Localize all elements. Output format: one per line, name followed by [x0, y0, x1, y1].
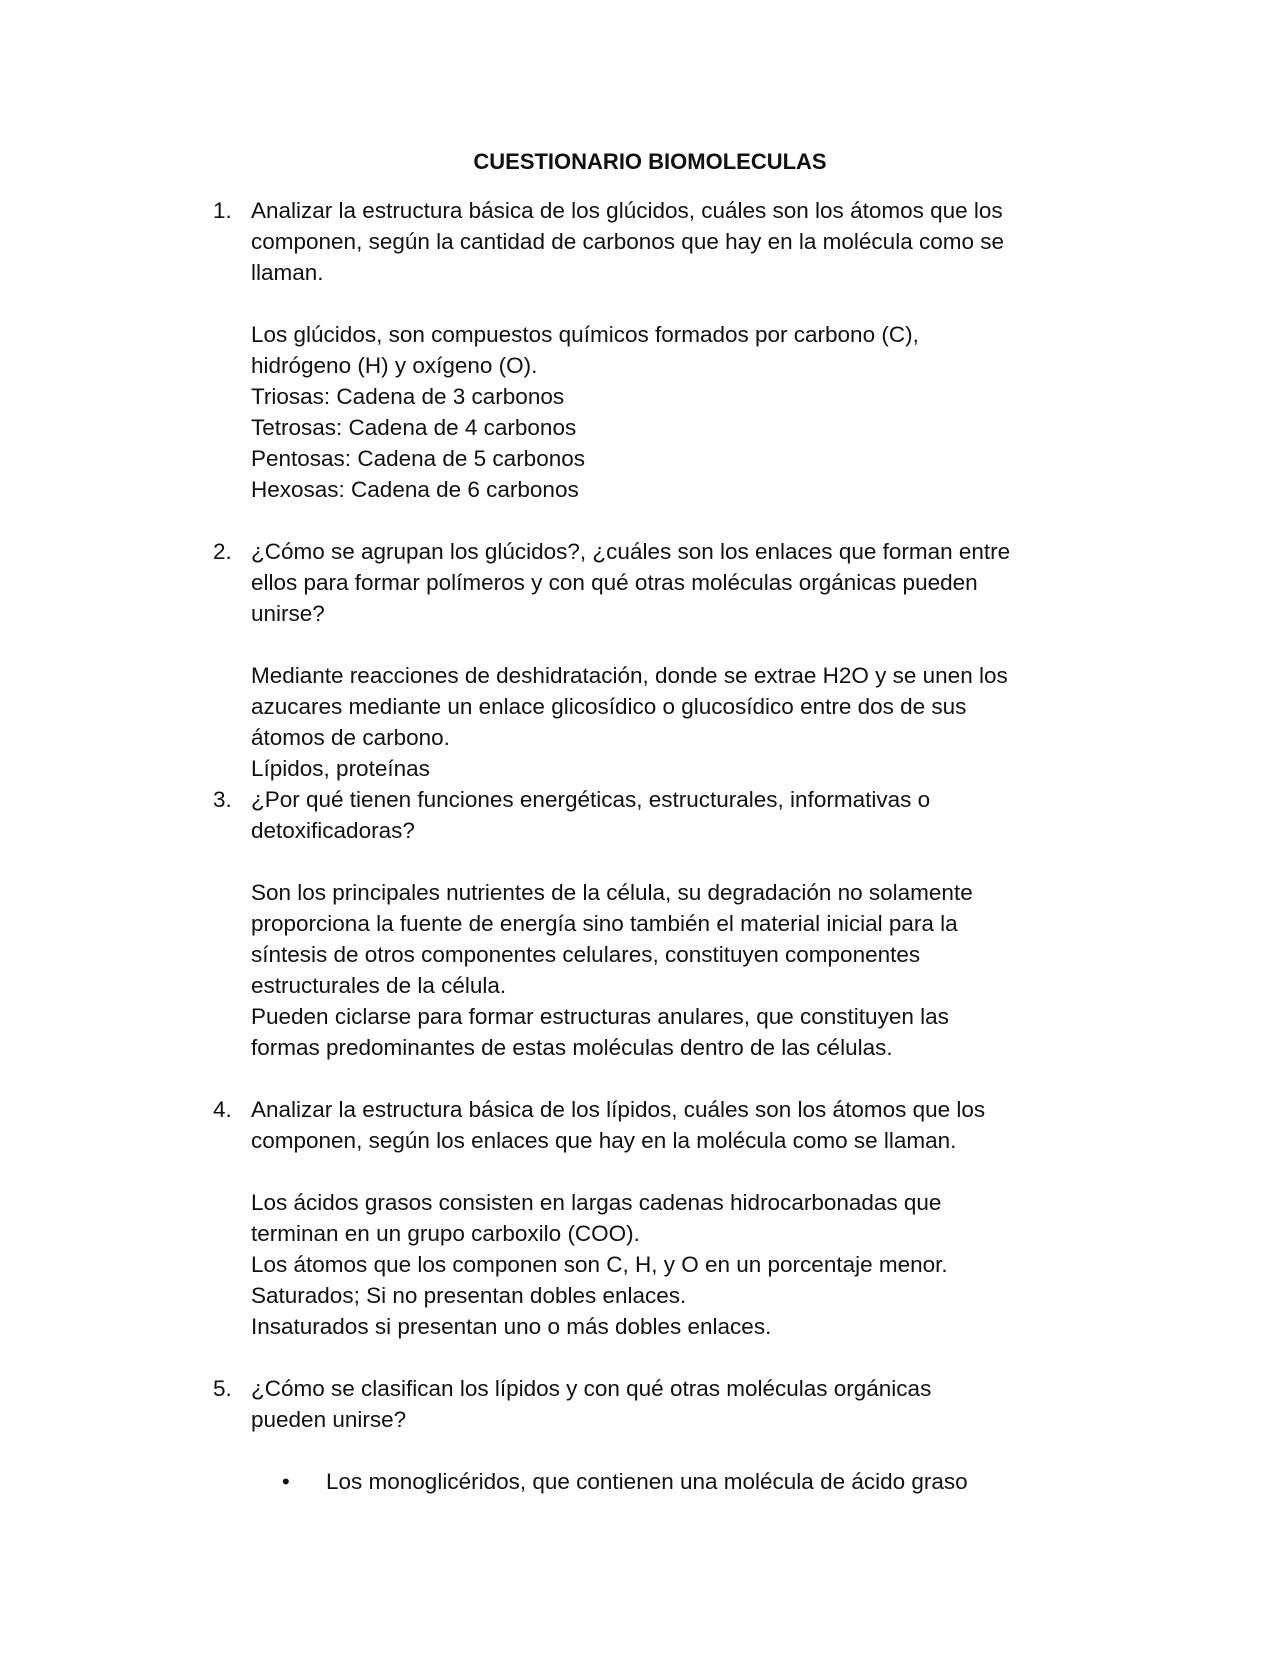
bullet-text: Los monoglicéridos, que contienen una molécula de ácido graso	[326, 1469, 968, 1494]
document-title: CUESTIONARIO BIOMOLECULAS	[473, 149, 827, 174]
question-3	[213, 784, 1111, 1094]
answer-text-line: hidrógeno (H) y oxígeno (O).	[251, 353, 538, 378]
question-4	[213, 1094, 1111, 1373]
question-text-line: ¿Por qué tienen funciones energéticas, estructurales, informativas o	[251, 787, 931, 812]
spacer	[251, 288, 1111, 319]
answer-text-line: Los ácidos grasos consisten en largas cadenas hidrocarbonadas que	[251, 1190, 942, 1215]
question-text-line: componen, según los enlaces que hay en la molécula como se llaman.	[251, 1128, 957, 1153]
question-text-line: Analizar la estructura básica de los glúcidos, cuáles son los átomos que los	[251, 198, 1003, 223]
answer-text-line: Los glúcidos, son compuestos químicos formados por carbono (C),	[251, 322, 919, 347]
spacer	[251, 1435, 1111, 1466]
spacer	[251, 846, 1111, 877]
answer-text-line: Insaturados si presentan uno o más dobles enlaces.	[251, 1314, 772, 1339]
bullet-icon: •	[282, 1469, 290, 1494]
answer-text-line: Triosas: Cadena de 3 carbonos	[251, 384, 565, 409]
question-1	[213, 195, 1111, 536]
question-number: 4.	[213, 1097, 232, 1122]
question-list	[213, 195, 1111, 1497]
answer-text-line: estructurales de la célula.	[251, 973, 507, 998]
answer-text-line: Saturados; Si no presentan dobles enlaces.	[251, 1283, 687, 1308]
answer-text-line: formas predominantes de estas moléculas dentro de las células.	[251, 1035, 893, 1060]
question-text-line: unirse?	[251, 601, 325, 626]
answer-text-line: Son los principales nutrientes de la célula, su degradación no solamente	[251, 880, 973, 905]
spacer	[251, 1342, 1111, 1373]
question-text-line: pueden unirse?	[251, 1407, 407, 1432]
question-2	[213, 536, 1111, 784]
question-text-line: llaman.	[251, 260, 324, 285]
question-number: 2.	[213, 539, 232, 564]
answer-text-line: Pueden ciclarse para formar estructuras anulares, que constituyen las	[251, 1004, 949, 1029]
answer-text-line: terminan en un grupo carboxilo (COO).	[251, 1221, 640, 1246]
question-number: 5.	[213, 1376, 232, 1401]
bullet-item	[251, 1466, 1111, 1497]
answer-text-line: Pentosas: Cadena de 5 carbonos	[251, 446, 585, 471]
question-number: 1.	[213, 198, 232, 223]
spacer	[251, 505, 1111, 536]
question-text-line: Analizar la estructura básica de los lípidos, cuáles son los átomos que los	[251, 1097, 986, 1122]
answer-text-line: síntesis de otros componentes celulares, constituyen componentes	[251, 942, 921, 967]
question-text-line: componen, según la cantidad de carbonos que hay en la molécula como se	[251, 229, 1004, 254]
answer-text-line: Tetrosas: Cadena de 4 carbonos	[251, 415, 577, 440]
question-number: 3.	[213, 787, 232, 812]
question-text-line: ¿Cómo se clasifican los lípidos y con qué otras moléculas orgánicas	[251, 1376, 932, 1401]
answer-text-line: Lípidos, proteínas	[251, 756, 430, 781]
question-text-line: ¿Cómo se agrupan los glúcidos?, ¿cuáles son los enlaces que forman entre	[251, 539, 1011, 564]
spacer	[251, 1156, 1111, 1187]
answer-text-line: Mediante reacciones de deshidratación, donde se extrae H2O y se unen los	[251, 663, 1008, 688]
answer-text-line: azucares mediante un enlace glicosídico o glucosídico entre dos de sus	[251, 694, 967, 719]
spacer	[251, 629, 1111, 660]
answer-text-line: átomos de carbono.	[251, 725, 450, 750]
answer-text-line: Hexosas: Cadena de 6 carbonos	[251, 477, 579, 502]
question-5	[213, 1373, 1111, 1497]
question-text-line: detoxificadoras?	[251, 818, 415, 843]
question-text-line: ellos para formar polímeros y con qué otras moléculas orgánicas pueden	[251, 570, 978, 595]
answer-text-line: proporciona la fuente de energía sino también el material inicial para la	[251, 911, 958, 936]
answer-text-line: Los átomos que los componen son C, H, y O en un porcentaje menor.	[251, 1252, 948, 1277]
spacer	[251, 1063, 1111, 1094]
